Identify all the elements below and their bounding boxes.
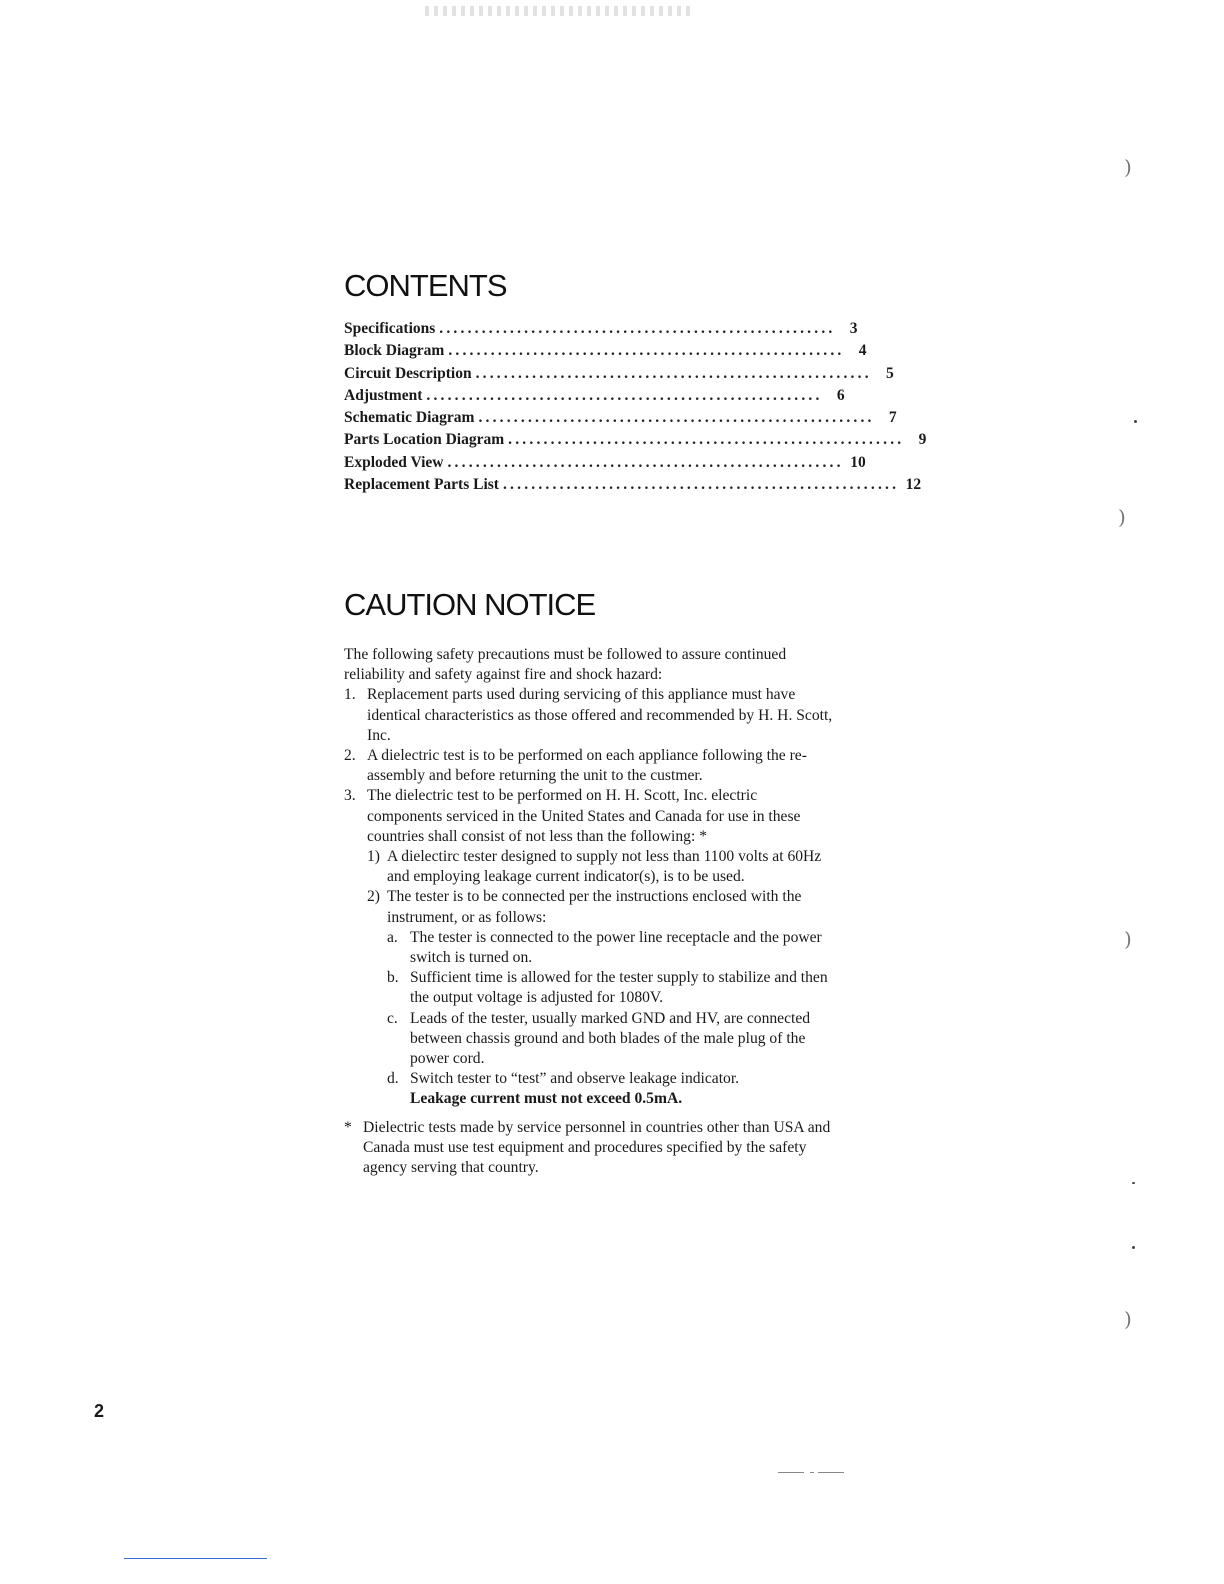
toc-leader: ........................................................ (426, 386, 823, 404)
step-text (410, 1069, 834, 1109)
toc-page: 4 (858, 342, 867, 360)
toc-label: Circuit Description (344, 364, 472, 382)
item-number: 2. (344, 747, 356, 765)
footnote (344, 1118, 834, 1179)
toc-entry[interactable] (344, 386, 845, 409)
toc-leader: ........................................................ (508, 431, 905, 449)
toc-label: Parts Location Diagram (344, 431, 505, 449)
caution-step (387, 968, 834, 1008)
toc-label: Schematic Diagram (344, 409, 475, 427)
item-text: A dielectric test is to be performed on each appliance following the re-assembly and before returning the unit to the custmer. (367, 747, 807, 785)
step-letter: c. (387, 1009, 398, 1027)
caution-item (344, 685, 834, 746)
toc-entry[interactable] (344, 476, 922, 498)
toc-leader: ........................................................ (475, 364, 872, 382)
caution-step (387, 1009, 834, 1070)
scan-artifact-bottom (778, 1472, 848, 1473)
footnote-text: Dielectric tests made by service personnel in countries other than USA and Canada must use test equipment and procedures specified by the safety agency serving that country. (363, 1118, 831, 1177)
table-of-contents (344, 320, 927, 498)
step-text: Sufficient time is allowed for the tester supply to stabilize and then the output voltage is adjusted for 1080V. (410, 969, 828, 1007)
toc-label: Exploded View (344, 453, 444, 471)
toc-page: 9 (918, 431, 927, 449)
toc-leader: ........................................................ (502, 476, 900, 494)
toc-entry[interactable] (344, 320, 858, 342)
toc-leader: ........................................................ (448, 342, 845, 360)
toc-label: Replacement Parts List (344, 476, 499, 494)
item-number: 1. (344, 686, 356, 704)
item-text: The dielectric test to be performed on H. H. Scott, Inc. electric components serviced in the United States and Canada for use in these countries shall consist of not less than the following: * (367, 787, 801, 845)
footnote-mark: * (344, 1118, 352, 1136)
toc-entry[interactable] (344, 364, 894, 387)
step-text-main: Switch tester to “test” and observe leakage indicator. (410, 1070, 740, 1088)
caution-heading: CAUTION NOTICE (344, 587, 596, 622)
scan-speck (1132, 1246, 1135, 1249)
subitem-number: 1) (367, 848, 380, 866)
binding-hole-mark: ) (1124, 155, 1132, 179)
toc-entry[interactable] (344, 342, 867, 364)
binding-hole-mark: ) (1118, 505, 1126, 529)
toc-leader: ........................................................ (447, 453, 844, 471)
binding-hole-mark: ) (1124, 927, 1132, 951)
step-letter: b. (387, 969, 399, 987)
toc-label: Specifications (344, 320, 436, 337)
caution-body (344, 645, 834, 1178)
toc-entry[interactable] (344, 431, 927, 453)
toc-leader: ........................................................ (478, 409, 875, 427)
step-text: Leads of the tester, usually marked GND and HV, are connected between chassis ground and both blades of the male plug of the power cord. (410, 1009, 811, 1068)
step-text: The tester is connected to the power line receptacle and the power switch is turned on. (410, 928, 822, 967)
toc-page: 3 (849, 320, 858, 337)
toc-page: 5 (886, 364, 894, 382)
item-number: 3. (344, 787, 356, 805)
page-number: 2 (94, 1401, 105, 1421)
subitem-text: A dielectirc tester designed to supply not less than 1100 volts at 60Hz and employing leakage current indicator(s), is to be used. (387, 848, 822, 886)
toc-page: 6 (836, 386, 845, 404)
scan-speck (1132, 1182, 1135, 1184)
subitem-text: The tester is to be connected per the instructions enclosed with the instrument, or as follows: (387, 888, 802, 926)
toc-label: Adjustment (344, 386, 423, 404)
scan-artifact-top (425, 6, 695, 16)
toc-label: Block Diagram (344, 342, 445, 360)
toc-entry[interactable] (344, 453, 866, 476)
contents-heading: CONTENTS (344, 268, 507, 303)
subitem-number: 2) (367, 888, 380, 906)
toc-entry[interactable] (344, 409, 897, 431)
caution-item (344, 746, 834, 786)
caution-step (387, 928, 834, 968)
toc-leader: ........................................................ (439, 320, 836, 337)
leakage-limit-text: Leakage current must not exceed 0.5mA. (410, 1090, 683, 1108)
caution-item (344, 786, 834, 847)
scan-speck (1134, 420, 1137, 423)
step-letter: a. (387, 928, 398, 946)
toc-page: 7 (888, 409, 897, 427)
binding-hole-mark: ) (1124, 1307, 1132, 1331)
caution-intro: The following safety precautions must be followed to assure continued reliability and safety against fire and shock hazard: (344, 646, 787, 684)
step-letter: d. (387, 1070, 399, 1088)
caution-subitem (367, 887, 834, 927)
bottom-rule (124, 1558, 267, 1559)
caution-subitem (367, 847, 834, 887)
item-text: Replacement parts used during servicing of this appliance must have identical characteristics as those offered and recommended by H. H. Scott, Inc. (367, 686, 833, 744)
caution-step (387, 1069, 834, 1109)
toc-page: 10 (850, 453, 866, 471)
toc-page: 12 (905, 476, 922, 494)
